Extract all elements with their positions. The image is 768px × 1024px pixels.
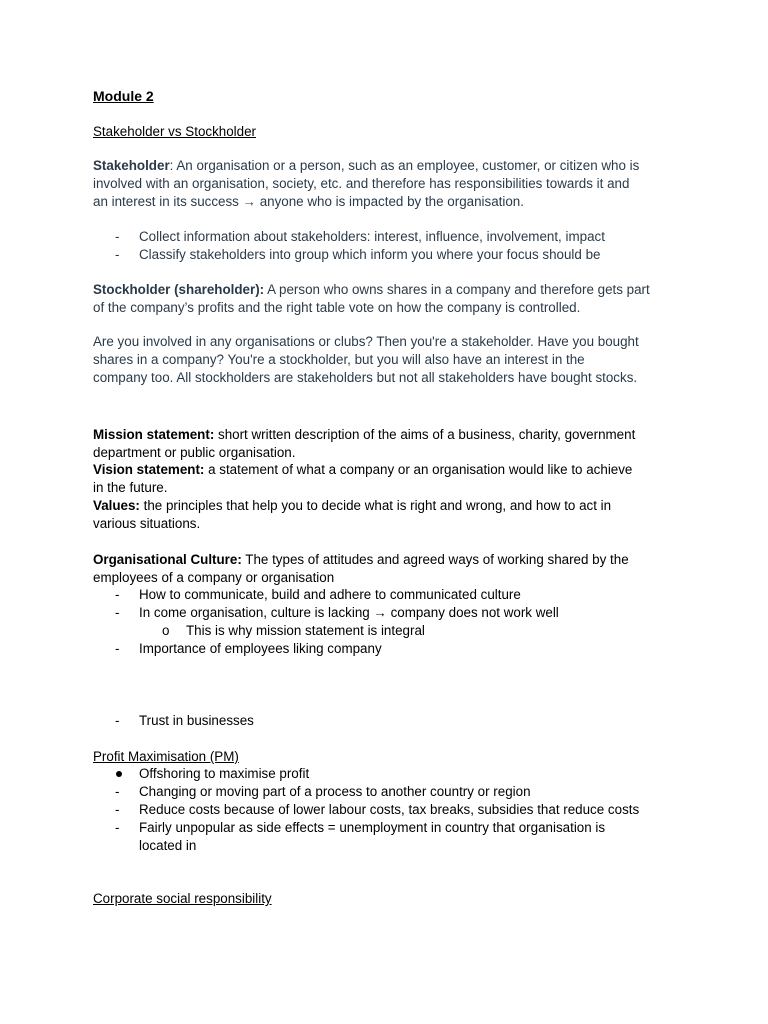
culture-line-2: employees of a company or organisation [93, 570, 335, 585]
paragraph-line-3: company too. All stockholders are stakeholders but not all stakeholders have bought stocks. [93, 370, 638, 385]
pm-heading: Profit Maximisation (PM) [93, 749, 239, 764]
bullet-dash: - [115, 247, 120, 262]
list-item: Fairly unpopular as side effects = unemployment in country that organisation is [139, 820, 606, 835]
vision-line-1: Vision statement: a statement of what a company or an organisation would like to achieve [93, 462, 633, 477]
stockholder-definition-line-2: of the company’s profits and the right table vote on how the company is controlled. [93, 300, 581, 315]
bullet-dash: - [115, 784, 120, 799]
bullet-dash: - [115, 802, 120, 817]
stakeholder-heading: Stakeholder vs Stockholder [93, 124, 257, 139]
list-item: Trust in businesses [139, 713, 254, 728]
bullet-dash: - [115, 641, 120, 656]
csr-heading: Corporate social responsibility [93, 891, 272, 906]
culture-line-1: Organisational Culture: The types of attitudes and agreed ways of working shared by the [93, 552, 629, 567]
values-line-1: Values: the principles that help you to decide what is right and wrong, and how to act in [93, 498, 612, 513]
vision-line-2: in the future. [93, 480, 168, 495]
paragraph-line-1: Are you involved in any organisations or clubs? Then you're a stakeholder. Have you bought [93, 334, 639, 349]
list-item: In come organisation, culture is lacking → company does not work well [139, 605, 559, 620]
bullet-dash: - [115, 820, 120, 835]
module-title: Module 2 [93, 88, 154, 104]
bullet-dash: - [115, 229, 120, 244]
bullet-dash: - [115, 605, 120, 620]
paragraph-line-2: shares in a company? You're a stockholder, but you will also have an interest in the [93, 352, 585, 367]
stakeholder-definition-line-3: an interest in its success → anyone who is impacted by the organisation. [93, 194, 524, 209]
list-item: Offshoring to maximise profit [139, 766, 310, 781]
stockholder-definition-line-1: Stockholder (shareholder): A person who owns shares in a company and therefore gets part [93, 282, 650, 297]
culture-term: Organisational Culture: [93, 552, 242, 567]
list-item: Reduce costs because of lower labour costs, tax breaks, subsidies that reduce costs [139, 802, 640, 817]
list-item-continuation: located in [139, 838, 197, 853]
list-item: How to communicate, build and adhere to communicated culture [139, 587, 521, 602]
list-item: Collect information about stakeholders: interest, influence, involvement, impact [139, 229, 605, 244]
sub-bullet-marker: o [162, 623, 170, 638]
mission-term: Mission statement: [93, 427, 215, 442]
list-item: Changing or moving part of a process to another country or region [139, 784, 531, 799]
stockholder-term: Stockholder (shareholder): [93, 282, 265, 297]
stakeholder-definition-line-1: Stakeholder: An organisation or a person, such as an employee, customer, or citizen who is [93, 158, 640, 173]
sub-list-item: This is why mission statement is integral [186, 623, 425, 638]
bullet-dash: - [115, 587, 120, 602]
stakeholder-term: Stakeholder [93, 158, 170, 173]
vision-term: Vision statement: [93, 462, 205, 477]
bullet-dash: - [115, 713, 120, 728]
list-item: Importance of employees liking company [139, 641, 382, 656]
list-item: Classify stakeholders into group which inform you where your focus should be [139, 247, 601, 262]
mission-line-1: Mission statement: short written description of the aims of a business, charity, government [93, 427, 636, 442]
mission-line-2: department or public organisation. [93, 445, 296, 460]
bullet-dot [116, 771, 122, 777]
values-term: Values: [93, 498, 140, 513]
values-line-2: various situations. [93, 516, 201, 531]
stakeholder-definition-line-2: involved with an organisation, society, etc. and therefore has responsibilities towards it and [93, 176, 630, 191]
